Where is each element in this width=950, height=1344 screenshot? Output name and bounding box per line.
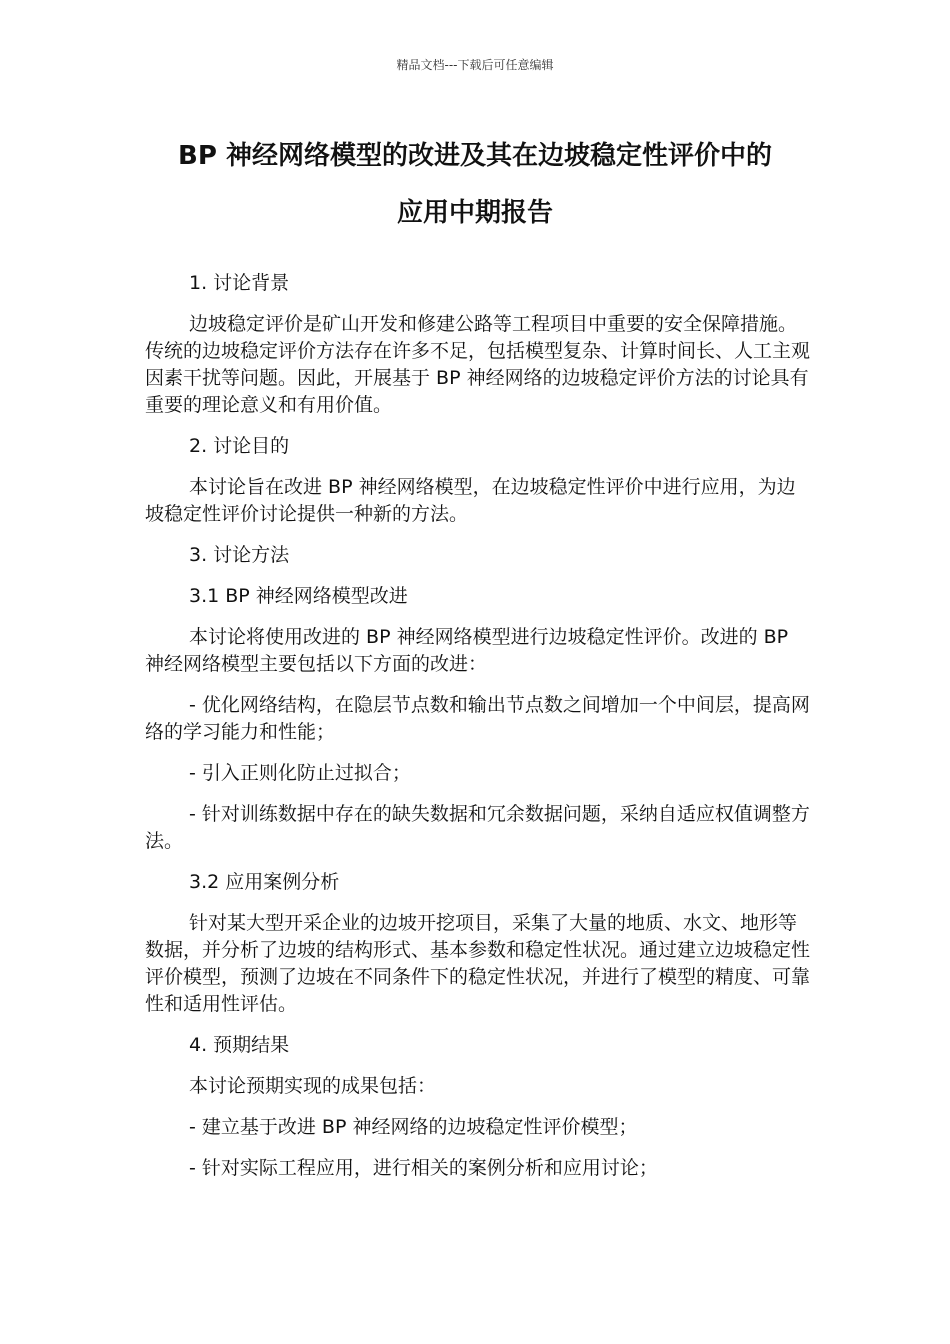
section-heading-purpose: 2. 讨论目的 [189, 435, 290, 457]
title-line-1: BP 神经网络模型的改进及其在边坡稳定性评价中的 [178, 141, 772, 171]
section-heading-expected-results: 4. 预期结果 [189, 1034, 290, 1056]
paragraph-purpose: 本讨论旨在改进 BP 神经网络模型，在边坡稳定性评价中进行应用，为边坡稳定性评价讨论提供一种新的方法。 [145, 476, 796, 525]
paragraph-case-analysis: 针对某大型开采企业的边坡开挖项目，采集了大量的地质、水文、地形等数据，并分析了边坡的结构形式、基本参数和稳定性状况。通过建立边坡稳定性评价模型，预测了边坡在不同条件下的稳定性状况，并进行了模型的精度、可靠性和适用性评估。 [145, 912, 811, 1015]
section-heading-method: 3. 讨论方法 [189, 544, 290, 566]
subsection-heading-model-improvement: 3.1 BP 神经网络模型改进 [189, 585, 408, 607]
list-item: - 建立基于改进 BP 神经网络的边坡稳定性评价模型； [189, 1116, 638, 1138]
page-header: 精品文档---下载后可任意编辑 [396, 58, 554, 72]
paragraph-expected-results: 本讨论预期实现的成果包括： [189, 1075, 437, 1097]
paragraph-model-improvement: 本讨论将使用改进的 BP 神经网络模型进行边坡稳定性评价。改进的 BP 神经网络模型主要包括以下方面的改进： [145, 626, 789, 675]
list-item: - 优化网络结构，在隐层节点数和输出节点数之间增加一个中间层，提高网络的学习能力和性能； [145, 694, 810, 743]
paragraph-background: 边坡稳定评价是矿山开发和修建公路等工程项目中重要的安全保障措施。传统的边坡稳定评价方法存在许多不足，包括模型复杂、计算时间长、人工主观因素干扰等问题。因此，开展基于 BP 神经网络的边坡稳定评价方法的讨论具有重要的理论意义和有用价值。 [145, 313, 811, 416]
list-item: - 引入正则化防止过拟合； [189, 762, 411, 784]
document-body [145, 270, 810, 1196]
section-heading-background: 1. 讨论背景 [189, 272, 290, 294]
document-title [120, 128, 830, 242]
title-line-2: 应用中期报告 [396, 198, 553, 228]
list-item: - 针对实际工程应用，进行相关的案例分析和应用讨论； [189, 1157, 658, 1179]
list-item: - 针对训练数据中存在的缺失数据和冗余数据问题，采纳自适应权值调整方法。 [145, 803, 810, 852]
subsection-heading-case-analysis: 3.2 应用案例分析 [189, 871, 340, 893]
